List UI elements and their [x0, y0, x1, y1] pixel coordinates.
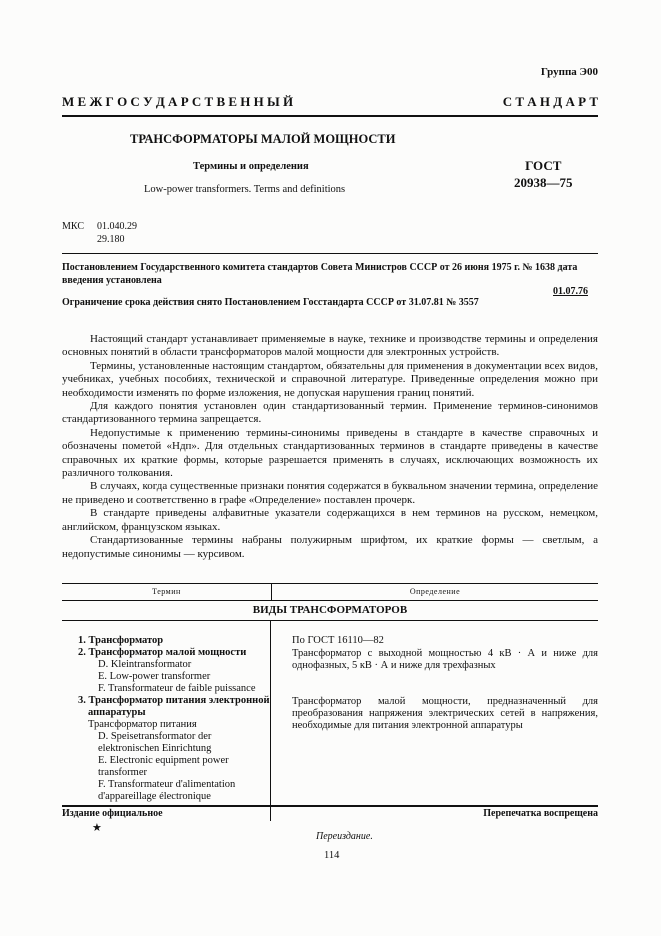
term-1: 1. Трансформатор	[78, 635, 164, 646]
introduction-body	[62, 333, 598, 561]
table-header	[62, 583, 598, 601]
term-2-de: D. Kleintransformator	[98, 659, 192, 670]
page-number: 114	[324, 850, 340, 861]
definition-3: Трансформатор малой мощности, предназначенный для преобразования напряжения электрических сетей в напряжения, необходимые для питания электронной аппаратуры	[292, 696, 598, 731]
reprint-notice: Перепечатка воспрещена	[483, 808, 598, 819]
body-paragraph: Недопустимые к применению термины-синонимы приведены в стандарте в качестве справочных и обозначены пометой «Ндп». Для отдельных стандартизованных терминов в стандарте приведены в качестве справочных их краткие формы, которые разрешается применять в случаях, исключающих возможность их различного толкования.	[62, 426, 598, 480]
definitions-column	[271, 621, 598, 821]
body-paragraph: Термины, установленные настоящим стандартом, обязательны для применения в документации всех видов, учебниках, учебных пособиях, технической и справочной литературе. Приведенные определения можно при необходимости изменять по форме изложения, не допуская нарушения границ понятий.	[62, 359, 598, 399]
banner-word-standard: С Т А Н Д А Р Т	[502, 94, 598, 109]
term-2-fr: F. Transformateur de faible puissance	[98, 683, 256, 694]
term-2-en: E. Low-power transformer	[98, 671, 211, 682]
top-divider	[62, 115, 598, 117]
body-paragraph: Настоящий стандарт устанавливает применяемые в науке, технике и производстве термины и определения основных понятий в области трансформаторов малой мощности для электронных устройств.	[62, 333, 598, 359]
terms-table	[62, 583, 598, 821]
body-paragraph: В случаях, когда существенные признаки понятия содержатся в буквальном значении термина, определение не приведено и соответственно в графе «Определение» поставлен прочерк.	[62, 480, 598, 506]
document-subtitle-ru: Термины и определения	[193, 161, 309, 172]
terms-column	[62, 621, 271, 821]
term-3-de: D. Speisetransformator der elektronischen Einrichtung	[98, 731, 212, 754]
body-paragraph: В стандарте приведены алфавитные указатели содержащихся в нем терминов на русском, немецком, английском, французском языках.	[62, 507, 598, 533]
restriction-note: Ограничение срока действия снято Постановлением Госстандарта СССР от 31.07.81 № 3557	[62, 297, 479, 308]
decree-divider	[62, 253, 598, 254]
term-3-short: Трансформатор питания	[88, 719, 197, 730]
standard-banner	[62, 94, 598, 110]
mks-code-list	[97, 220, 137, 246]
section-heading: ВИДЫ ТРАНСФОРМАТОРОВ	[62, 601, 598, 621]
mks-code: 29.180	[97, 234, 125, 245]
gost-block	[514, 157, 573, 191]
group-code: Группа Э00	[540, 66, 598, 78]
document-subtitle-en: Low-power transformers. Terms and definitions	[144, 184, 346, 195]
term-3-en: E. Electronic equipment power transformer	[98, 755, 229, 778]
body-paragraph: Стандартизованные термины набраны полужирным шрифтом, их краткие формы — светлым, а недопустимые синонимы — курсивом.	[62, 534, 598, 560]
edition-label: Издание официальное	[62, 808, 163, 819]
term-2: 2. Трансформатор малой мощности	[78, 647, 247, 658]
gost-number: 20938—75	[514, 175, 573, 190]
document-title: ТРАНСФОРМАТОРЫ МАЛОЙ МОЩНОСТИ	[130, 132, 396, 146]
introduction-date: 01.07.76	[553, 286, 588, 297]
star-icon: ★	[92, 822, 102, 834]
mks-codes	[62, 220, 137, 245]
mks-code: 01.040.29	[97, 221, 137, 232]
term-3: 3. Трансформатор питания электронной аппаратуры	[78, 695, 270, 718]
footer-divider	[62, 805, 598, 807]
mks-label: МКС	[62, 221, 84, 232]
decree-text: Постановлением Государственного комитета стандартов Совета Министров СССР от 26 июня 1975 г. № 1638 дата введения установлена	[62, 262, 578, 286]
reissue-note: Переиздание.	[316, 831, 373, 842]
gost-label: ГОСТ	[525, 158, 562, 173]
definition-2: Трансформатор с выходной мощностью 4 кВ · А и ниже для однофазных, 5 кВ · А и ниже для трехфазных	[292, 648, 598, 671]
table-row	[62, 621, 598, 821]
column-header-term: Термин	[62, 584, 272, 600]
banner-word-interstate: М Е Ж Г О С У Д А Р С Т В Е Н Н Ы Й	[62, 94, 294, 109]
column-header-definition: Определение	[409, 587, 461, 596]
definition-1: По ГОСТ 16110—82	[292, 635, 384, 646]
term-3-fr: F. Transformateur d'alimentation d'appareillage électronique	[98, 779, 236, 802]
body-paragraph: Для каждого понятия установлен один стандартизованный термин. Применение терминов-синонимов стандартизованного термина запрещается.	[62, 400, 598, 426]
